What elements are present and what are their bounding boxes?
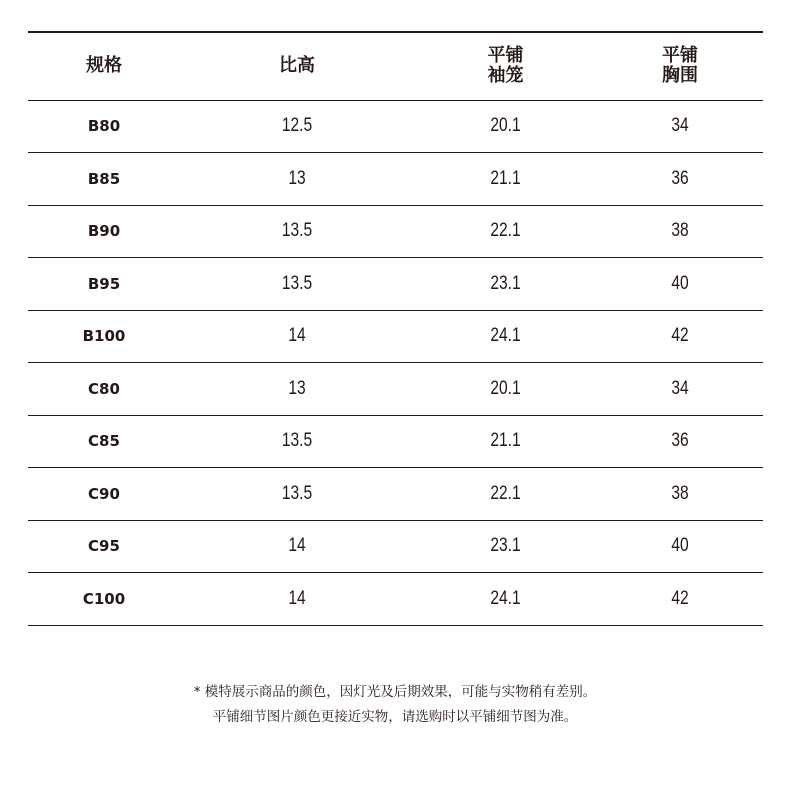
table-row xyxy=(28,258,763,311)
table-row xyxy=(28,153,763,206)
cell-spec: B90 xyxy=(28,205,180,258)
table-body xyxy=(28,100,763,625)
header-cup-height xyxy=(180,32,414,100)
cell-armhole: 20.1 xyxy=(430,363,580,416)
table-row xyxy=(28,520,763,573)
cell-bust: 40 xyxy=(612,520,748,573)
footnote-detail-reference: 平铺细节图片颜色更接近实物，请选购时以平铺细节图为准。 xyxy=(212,709,578,725)
cell-armhole: 21.1 xyxy=(430,415,580,468)
cell-cup-height: 14 xyxy=(201,520,393,573)
header-bust xyxy=(597,32,763,100)
header-row xyxy=(28,32,763,100)
header-spec xyxy=(28,32,180,100)
cell-armhole: 23.1 xyxy=(430,258,580,311)
cell-spec: B85 xyxy=(28,153,180,206)
header-armhole-line-1: 平铺 xyxy=(487,45,524,67)
header-spec-label: 规格 xyxy=(86,55,122,77)
footnote-color-disclaimer: * 模特展示商品的颜色，因灯光及后期效果，可能与实物稍有差别。 xyxy=(193,684,597,700)
size-chart-table xyxy=(28,31,763,626)
cell-armhole: 22.1 xyxy=(430,468,580,521)
cell-bust: 34 xyxy=(612,100,748,153)
header-cup-height-label: 比高 xyxy=(279,55,315,77)
header-armhole xyxy=(414,32,597,100)
cell-spec: C95 xyxy=(28,520,180,573)
table-row xyxy=(28,363,763,416)
cell-armhole: 22.1 xyxy=(430,205,580,258)
cell-spec: B95 xyxy=(28,258,180,311)
header-bust-line-2: 胸围 xyxy=(662,65,698,87)
footnotes xyxy=(0,680,790,730)
cell-armhole: 23.1 xyxy=(430,520,580,573)
table-row xyxy=(28,100,763,153)
cell-armhole: 24.1 xyxy=(430,573,580,626)
cell-bust: 42 xyxy=(612,573,748,626)
cell-cup-height: 13 xyxy=(201,363,393,416)
header-armhole-line-2: 袖笼 xyxy=(487,65,524,87)
cell-spec: C90 xyxy=(28,468,180,521)
table-row xyxy=(28,573,763,626)
table-row xyxy=(28,205,763,258)
cell-cup-height: 13 xyxy=(201,153,393,206)
cell-spec: C100 xyxy=(28,573,180,626)
cell-armhole: 24.1 xyxy=(430,310,580,363)
cell-bust: 42 xyxy=(612,310,748,363)
cell-bust: 36 xyxy=(612,153,748,206)
cell-cup-height: 13.5 xyxy=(201,468,393,521)
cell-cup-height: 14 xyxy=(201,310,393,363)
table-row xyxy=(28,415,763,468)
cell-cup-height: 14 xyxy=(201,573,393,626)
cell-spec: C85 xyxy=(28,415,180,468)
table-row xyxy=(28,468,763,521)
cell-cup-height: 13.5 xyxy=(201,205,393,258)
cell-cup-height: 12.5 xyxy=(201,100,393,153)
cell-bust: 38 xyxy=(612,205,748,258)
table-header xyxy=(28,32,763,100)
cell-spec: C80 xyxy=(28,363,180,416)
header-bust-line-1: 平铺 xyxy=(662,45,698,67)
cell-armhole: 20.1 xyxy=(430,100,580,153)
cell-cup-height: 13.5 xyxy=(201,258,393,311)
table-row xyxy=(28,310,763,363)
cell-spec: B100 xyxy=(28,310,180,363)
cell-bust: 40 xyxy=(612,258,748,311)
cell-cup-height: 13.5 xyxy=(201,415,393,468)
cell-bust: 38 xyxy=(612,468,748,521)
cell-bust: 36 xyxy=(612,415,748,468)
cell-bust: 34 xyxy=(612,363,748,416)
cell-armhole: 21.1 xyxy=(430,153,580,206)
cell-spec: B80 xyxy=(28,100,180,153)
